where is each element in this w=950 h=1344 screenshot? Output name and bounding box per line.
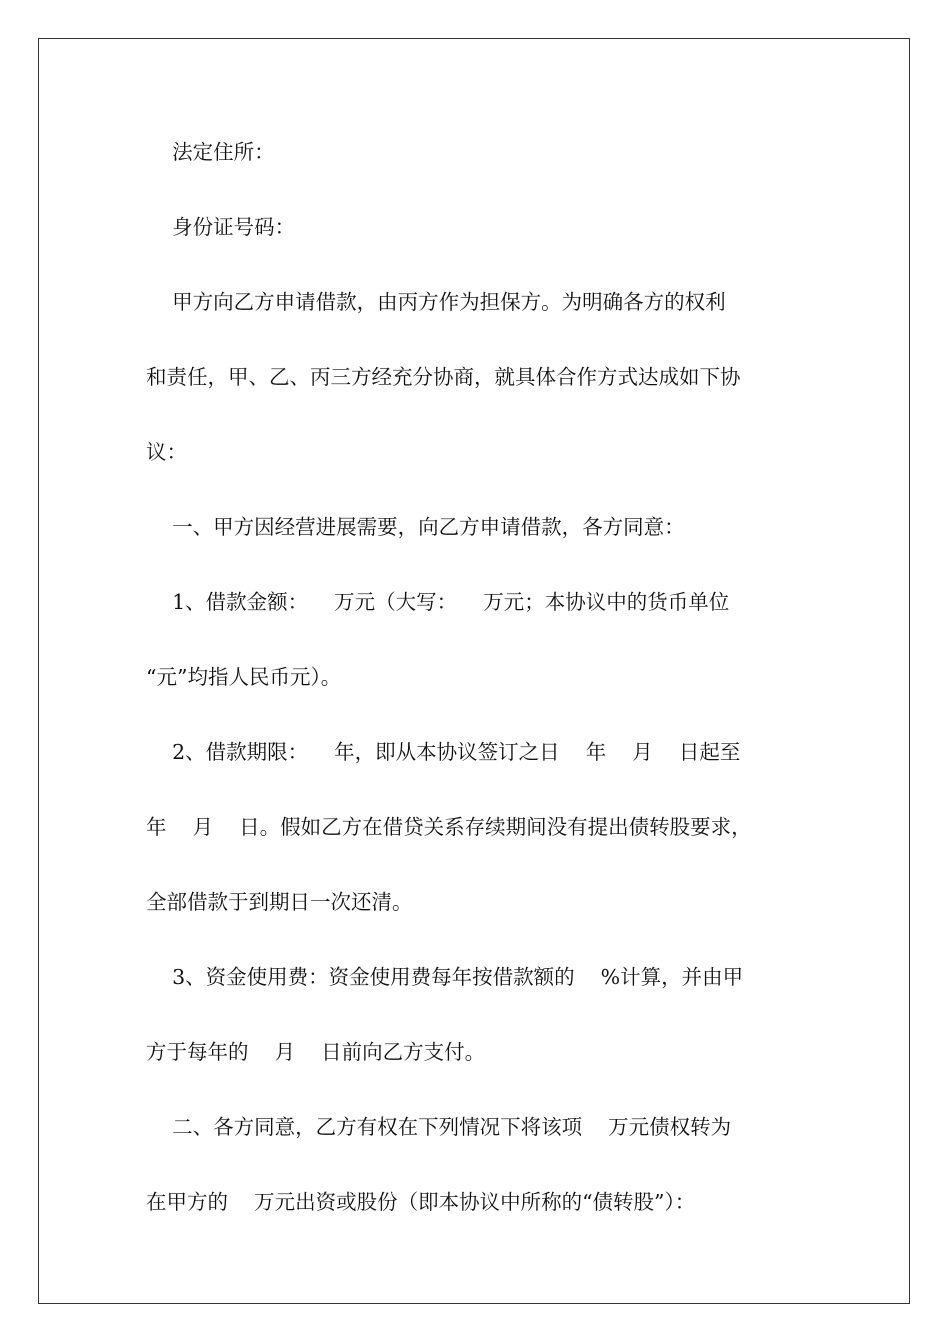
line-id-number: 身份证号码： bbox=[146, 215, 296, 239]
line-item-3a: 3、资金使用费：资金使用费每年按借款额的 %计算，并由甲 bbox=[146, 965, 744, 989]
line-intro-1: 甲方向乙方申请借款，由丙方作为担保方。为明确各方的权利 bbox=[146, 290, 726, 314]
line-legal-address: 法定住所： bbox=[146, 140, 275, 164]
line-item-1a: 1、借款金额： 万元（大写： 万元；本协议中的货币单位 bbox=[146, 590, 730, 614]
line-intro-2: 和责任，甲、乙、丙三方经充分协商，就具体合作方式达成如下协 bbox=[146, 365, 741, 389]
line-item-2b: 年 月 日。假如乙方在借贷关系存续期间没有提出债转股要求， bbox=[146, 815, 752, 839]
line-intro-3: 议： bbox=[146, 440, 187, 464]
line-item-3b: 方于每年的 月 日前向乙方支付。 bbox=[146, 1040, 486, 1064]
line-item-2c: 全部借款于到期日一次还清。 bbox=[146, 890, 413, 914]
line-item-1b: “元”均指人民币元）。 bbox=[146, 665, 342, 689]
line-section-2b: 在甲方的 万元出资或股份（即本协议中所称的“债转股”）： bbox=[146, 1190, 696, 1214]
line-section-2a: 二、各方同意，乙方有权在下列情况下将该项 万元债权转为 bbox=[146, 1115, 732, 1139]
line-section-1: 一、甲方因经营进展需要，向乙方申请借款，各方同意： bbox=[146, 515, 685, 539]
line-item-2a: 2、借款期限： 年，即从本协议签订之日 年 月 日起至 bbox=[146, 740, 741, 764]
